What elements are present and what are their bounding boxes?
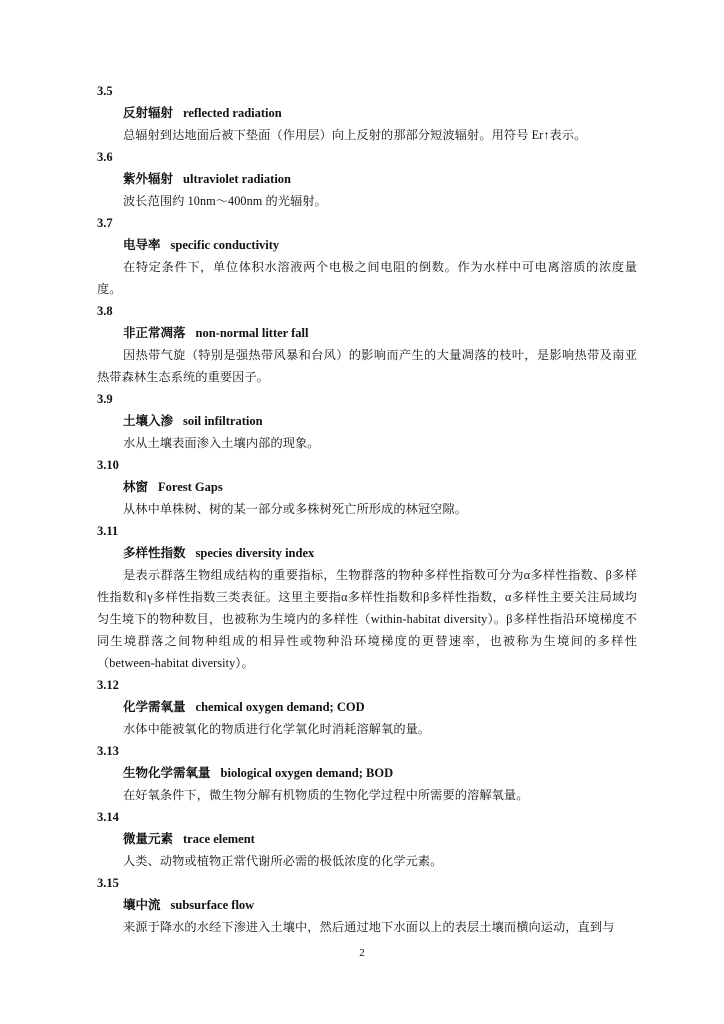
term-definition: 总辐射到达地面后被下垫面（作用层）向上反射的那部分短波辐射。用符号 Er↑表示。 [123, 128, 587, 142]
clause-number: 3.6 [97, 150, 113, 164]
term-heading [97, 410, 637, 432]
entry-3-11 [97, 520, 637, 674]
term-en: chemical oxygen demand; COD [195, 700, 365, 714]
clause-number: 3.11 [97, 524, 119, 538]
term-zh: 化学需氧量 [123, 700, 186, 714]
clause-number: 3.8 [97, 304, 113, 318]
entry-3-13 [97, 740, 637, 806]
entry-3-12 [97, 674, 637, 740]
clause-number: 3.13 [97, 744, 119, 758]
entry-3-7 [97, 212, 637, 300]
term-zh: 微量元素 [123, 832, 174, 846]
term-heading [97, 102, 637, 124]
term-zh: 非正常凋落 [123, 326, 186, 340]
term-en: non-normal litter fall [195, 326, 309, 340]
clause-number: 3.10 [97, 458, 119, 472]
term-en: Forest Gaps [158, 480, 223, 494]
term-heading [97, 894, 637, 916]
entry-3-8 [97, 300, 637, 388]
term-en: soil infiltration [183, 414, 263, 428]
term-zh: 紫外辐射 [123, 172, 174, 186]
term-heading [97, 476, 637, 498]
term-en: ultraviolet radiation [183, 172, 291, 186]
term-heading [97, 322, 637, 344]
term-definition: 从林中单株树、树的某一部分或多株树死亡所形成的林冠空隙。 [123, 502, 468, 516]
term-zh: 电导率 [123, 238, 161, 252]
term-definition: 是表示群落生物组成结构的重要指标，生物群落的物种多样性指数可分为α多样性指数、β多样性指数和γ多样性指数三类表征。这里主要指α多样性指数和β多样性指数，α多样性主要关注局域均匀生境下的物种数目，也被称为生境内的多样性（within-habitat diversity）。β多样性指沿环境梯度不同生境群落之间物种组成的相异性或物种沿环境梯度的更替速率，也被称为生境间的多样性（between-habitat diversity）。 [97, 568, 637, 670]
term-definition: 在好氧条件下，微生物分解有机物质的生物化学过程中所需要的溶解氧量。 [123, 788, 529, 802]
term-zh: 林窗 [123, 480, 149, 494]
term-definition: 波长范围约 10nm～400nm 的光辐射。 [123, 194, 327, 208]
term-zh: 生物化学需氧量 [123, 766, 211, 780]
entry-3-5 [97, 80, 637, 146]
clause-number: 3.15 [97, 876, 119, 890]
term-heading [97, 696, 637, 718]
term-en: subsurface flow [170, 898, 255, 912]
term-heading [97, 828, 637, 850]
term-heading [97, 762, 637, 784]
clause-number: 3.7 [97, 216, 113, 230]
term-definition: 人类、动物或植物正常代谢所必需的极低浓度的化学元素。 [123, 854, 443, 868]
term-zh: 反射辐射 [123, 106, 174, 120]
term-definition: 水从土壤表面渗入土壤内部的现象。 [123, 436, 320, 450]
clause-number: 3.5 [97, 84, 113, 98]
clause-number: 3.12 [97, 678, 119, 692]
entry-3-14 [97, 806, 637, 872]
term-zh: 壤中流 [123, 898, 161, 912]
clause-number: 3.9 [97, 392, 113, 406]
entry-3-15 [97, 872, 637, 938]
term-definition: 在特定条件下，单位体积水溶液两个电极之间电阻的倒数。作为水样中可电离溶质的浓度量度。 [97, 260, 637, 296]
page-number: 2 [359, 947, 365, 959]
term-heading [97, 234, 637, 256]
entry-3-10 [97, 454, 637, 520]
term-definition: 来源于降水的水经下渗进入土壤中，然后通过地下水面以上的表层土壤而横向运动，直到与 [123, 920, 615, 934]
entry-3-9 [97, 388, 637, 454]
term-en: reflected radiation [183, 106, 282, 120]
term-heading [97, 542, 637, 564]
terms-definitions [97, 80, 637, 938]
term-zh: 多样性指数 [123, 546, 186, 560]
clause-number: 3.14 [97, 810, 119, 824]
term-en: biological oxygen demand; BOD [220, 766, 394, 780]
term-definition: 因热带气旋（特别是强热带风暴和台风）的影响而产生的大量凋落的枝叶，是影响热带及南亚热带森林生态系统的重要因子。 [97, 348, 637, 384]
term-en: species diversity index [195, 546, 315, 560]
term-en: specific conductivity [170, 238, 280, 252]
term-zh: 土壤入渗 [123, 414, 174, 428]
term-definition: 水体中能被氧化的物质进行化学氧化时消耗溶解氧的量。 [123, 722, 431, 736]
entry-3-6 [97, 146, 637, 212]
term-en: trace element [183, 832, 255, 846]
term-heading [97, 168, 637, 190]
